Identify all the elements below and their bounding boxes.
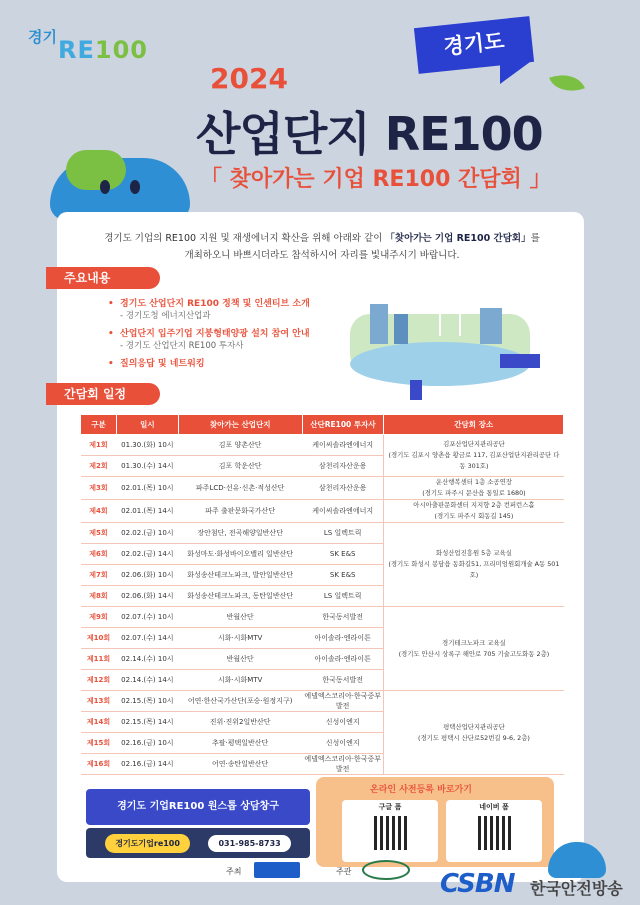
cell-venue: [384, 435, 564, 477]
table-row: [81, 691, 564, 712]
cell-date: 02.02.(금) 10시: [116, 523, 178, 544]
cell-date: 02.07.(수) 14시: [116, 628, 178, 649]
cell-venue: [384, 607, 564, 691]
cell-no: 제13회: [81, 691, 117, 712]
table-row: [81, 435, 564, 456]
venue-name: 경기테크노파크 교육실: [442, 638, 506, 647]
qr-code-icon: [478, 816, 512, 850]
cell-investor: 한국동서발전: [302, 670, 384, 691]
naver-form-qr[interactable]: [446, 800, 542, 862]
page-subtitle: 「 찾아가는 기업 RE100 간담회 」: [200, 167, 552, 192]
venue-name: 화성산업진흥원 5층 교육실: [435, 549, 512, 557]
cell-site: 장안첨단, 전곡해양일반산단: [178, 523, 302, 544]
cell-no: 제15회: [81, 733, 117, 754]
venue-name: 김포산업단지관리공단: [443, 440, 505, 448]
cell-date: 02.15.(목) 10시: [116, 691, 178, 712]
logo-kr: 경기: [28, 28, 57, 46]
section-main-content: 주요내용: [46, 267, 160, 289]
cell-no: 제16회: [81, 754, 117, 775]
cell-no: 제8회: [81, 586, 117, 607]
venue-address: (경기도 화성시 봉담읍 동화길51, 프리미엄원회개술 A동 501호): [388, 560, 560, 579]
list-item: • 경기도 산업단지 RE100 정책 및 인센티브 소개 - 경기도청 에너지산업과: [108, 298, 358, 322]
cell-no: 제4회: [81, 500, 117, 523]
cell-date: 01.30.(화) 10시: [116, 435, 178, 456]
table-row: [81, 607, 564, 628]
cell-site: 추팔·평택일반산단: [178, 733, 302, 754]
host-logo: [254, 862, 300, 878]
organizer-logo: [362, 860, 410, 880]
broadcaster-logo: CSBN: [440, 869, 515, 899]
cell-no: 제1회: [81, 435, 117, 456]
cell-date: 01.30.(수) 14시: [116, 456, 178, 477]
cell-date: 02.07.(수) 10시: [116, 607, 178, 628]
schedule-table: [80, 414, 564, 775]
cell-investor: 케이씨솔라엔에너지: [302, 435, 384, 456]
cell-venue: [384, 477, 564, 500]
venue-address: (경기도 평택시 산단로52번길 9-6, 2층): [418, 733, 530, 742]
cell-site: 김포 양촌산단: [178, 435, 302, 456]
cell-venue: [384, 500, 564, 523]
cell-date: 02.06.(화) 10시: [116, 565, 178, 586]
register-title: 온라인 사전등록 바로가기: [370, 785, 472, 795]
cell-no: 제14회: [81, 712, 117, 733]
cell-site: 어연·송탄일반산단: [178, 754, 302, 775]
table-row: [81, 500, 564, 523]
cell-date: 02.01.(목) 14시: [116, 500, 178, 523]
cell-no: 제7회: [81, 565, 117, 586]
cell-investor: 신성이엔지: [302, 712, 384, 733]
cell-site: 김포 학운산단: [178, 456, 302, 477]
cell-date: 02.14.(수) 14시: [116, 670, 178, 691]
cell-no: 제5회: [81, 523, 117, 544]
cell-investor: 신성이엔지: [302, 733, 384, 754]
region-tag-tail: [500, 62, 530, 84]
col-header: 일시: [116, 415, 178, 435]
venue-name: 아시아출판문화센터 지지향 2층 컨퍼런스홀: [413, 501, 535, 509]
cell-investor: 케이씨솔라엔에너지: [302, 500, 384, 523]
cell-no: 제11회: [81, 649, 117, 670]
cell-site: 파주 출판문화국가산단: [178, 500, 302, 523]
cell-site: 어연·한산국가산단(포승·원정지구): [178, 691, 302, 712]
qr-code-icon: [374, 816, 408, 850]
list-item: • 질의응답 및 네트워킹: [108, 358, 358, 370]
cell-investor: SK E&S: [302, 565, 384, 586]
kakao-channel-link[interactable]: 경기도기업re100: [105, 834, 190, 853]
region-tag: 경기도: [414, 16, 534, 74]
venue-address: (경기도 파주시 회동길 145): [434, 512, 514, 520]
venue-address: (경기도 파주시 문산읍 통일로 1680): [422, 489, 526, 497]
cell-site: 반월산단: [178, 649, 302, 670]
cell-no: 제3회: [81, 477, 117, 500]
venue-name: 운산행복센터 1층 소공연장: [435, 478, 512, 486]
cell-site: 진위·진위2일반산단: [178, 712, 302, 733]
venue-address: (경기도 김포시 양촌읍 황금로 117, 김포산업단지관리공단 다동 301호): [388, 451, 560, 470]
mascot-illustration: [50, 150, 190, 220]
naver-form-label: 네이버 폼: [479, 803, 509, 811]
cell-no: 제2회: [81, 456, 117, 477]
cell-date: 02.16.(금) 14시: [116, 754, 178, 775]
cell-investor: 아이솔라·엔라이튼: [302, 649, 384, 670]
cell-no: 제6회: [81, 544, 117, 565]
cell-date: 02.02.(금) 14시: [116, 544, 178, 565]
cell-no: 제10회: [81, 628, 117, 649]
phone-number[interactable]: 031-985-8733: [208, 835, 290, 852]
logo-re: RE100: [58, 36, 148, 64]
cell-site: 시화·시화MTV: [178, 670, 302, 691]
consult-window-title: 경기도 기업RE100 원스톱 상담창구: [86, 789, 310, 825]
cell-date: 02.16.(금) 10시: [116, 733, 178, 754]
cell-site: 시화·시화MTV: [178, 628, 302, 649]
leaf-icon: [549, 68, 585, 99]
cell-investor: 에넬엑스코리아·한국중부발전: [302, 754, 384, 775]
gyeonggi-re100-logo: [28, 26, 148, 66]
cell-date: 02.01.(목) 10시: [116, 477, 178, 500]
cell-venue: [384, 523, 564, 607]
cell-site: 화성송산테크노파크, 발안일반산단: [178, 565, 302, 586]
event-year: 2024: [210, 62, 288, 95]
cell-investor: 삼천리자산운용: [302, 456, 384, 477]
cell-site: 화성마도·화성바이오밸리 일반산단: [178, 544, 302, 565]
cell-investor: LS 일렉트릭: [302, 523, 384, 544]
cell-site: 반월산단: [178, 607, 302, 628]
cell-date: 02.14.(수) 10시: [116, 649, 178, 670]
organizer-label: 주관: [336, 867, 352, 876]
cell-investor: 한국동서발전: [302, 607, 384, 628]
industrial-complex-illustration: [330, 284, 562, 400]
cell-no: 제12회: [81, 670, 117, 691]
cell-site: 화성송산테크노파크, 동탄일반산단: [178, 586, 302, 607]
cell-investor: 에넬엑스코리아·한국중부발전: [302, 691, 384, 712]
cell-investor: 삼천리자산운용: [302, 477, 384, 500]
col-header: 구분: [81, 415, 117, 435]
table-row: [81, 523, 564, 544]
cell-investor: SK E&S: [302, 544, 384, 565]
col-header: 간담회 장소: [384, 415, 564, 435]
google-form-qr[interactable]: [342, 800, 438, 862]
list-item: • 산업단지 입주기업 지붕형태양광 설치 참여 안내 - 경기도 산업단지 RE100 투자사: [108, 328, 358, 352]
table-row: [81, 477, 564, 500]
contact-row: [86, 828, 310, 858]
broadcaster-name: 한국안전방송: [530, 879, 623, 898]
cell-investor: LS 일렉트릭: [302, 586, 384, 607]
cell-site: 파주LCD·선유·신촌·적성산단: [178, 477, 302, 500]
venue-address: (경기도 안산시 상록구 해안로 705 기술고도화동 2층): [398, 649, 550, 658]
google-form-label: 구글 폼: [378, 803, 402, 811]
venue-name: 평택산업단지관리공단: [443, 722, 505, 731]
key-points-list: [108, 298, 358, 376]
col-header: 산단RE100 투자사: [302, 415, 384, 435]
cell-no: 제9회: [81, 607, 117, 628]
cell-date: 02.06.(화) 14시: [116, 586, 178, 607]
section-schedule: 간담회 일정: [46, 383, 160, 405]
intro-text: 경기도 기업의 RE100 지원 및 재생에너지 확산을 위해 아래와 같이 「찾아가는 기업 RE100 간담회」를 개최하오니 바쁘시더라도 참석하시어 자리를 빛내주시기 바랍니다.: [104, 233, 540, 261]
cell-date: 02.15.(목) 14시: [116, 712, 178, 733]
col-header: 찾아가는 산업단지: [178, 415, 302, 435]
page-title: 산업단지 RE100: [196, 107, 543, 161]
table-header-row: [81, 415, 564, 435]
cell-investor: 아이솔라·엔라이튼: [302, 628, 384, 649]
host-label: 주최: [226, 867, 242, 876]
cell-venue: [384, 691, 564, 775]
